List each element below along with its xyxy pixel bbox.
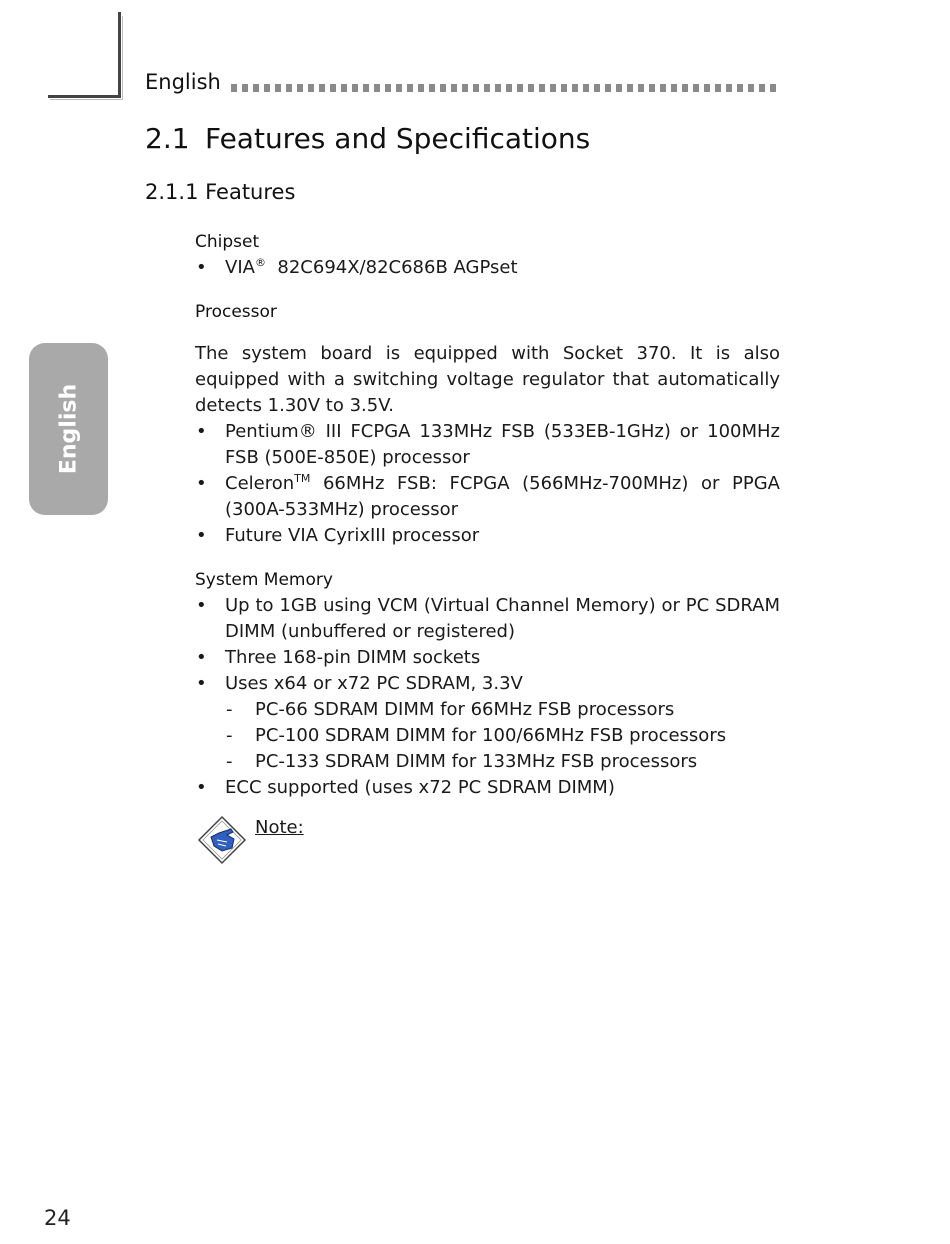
processor-paragraph: The system board is equipped with Socket 370. It is also equipped with a switching voltage regulator that automatically detects 1.30V to 3.5V. bbox=[195, 343, 780, 416]
corner-mark-vertical-shadow bbox=[122, 16, 123, 100]
celeron-details: 66MHz FSB: FCPGA (566MHz-700MHz) or PPGA (300A-533MHz) processor bbox=[225, 473, 780, 520]
note-label: Note: bbox=[255, 817, 304, 838]
memory-list bbox=[195, 593, 780, 801]
memory-sub-item: - PC-66 SDRAM DIMM for 66MHz FSB processors bbox=[225, 697, 780, 723]
memory-heading: System Memory bbox=[195, 570, 333, 590]
note-block bbox=[195, 815, 780, 867]
corner-mark-horizontal bbox=[48, 95, 121, 98]
side-tab-label: English bbox=[56, 383, 81, 475]
memory-sub-item: - PC-100 SDRAM DIMM for 100/66MHz FSB processors bbox=[225, 723, 780, 749]
section-number: 2.1 bbox=[145, 122, 190, 155]
memory-sub-item: - PC-133 SDRAM DIMM for 133MHz FSB processors bbox=[225, 749, 780, 775]
processor-item-cyrix: • Future VIA CyrixIII processor bbox=[195, 523, 780, 549]
side-language-tab bbox=[29, 343, 108, 515]
note-hand-icon bbox=[197, 815, 247, 865]
header-language-label: English bbox=[145, 70, 221, 94]
memory-item: • ECC supported (uses x72 PC SDRAM DIMM) bbox=[195, 775, 780, 801]
chipset-item bbox=[195, 255, 780, 281]
chipset-brand: VIA bbox=[225, 257, 255, 278]
memory-item: • Three 168-pin DIMM sockets bbox=[195, 645, 780, 671]
section-title: Features and Specifications bbox=[205, 122, 591, 155]
corner-mark-vertical bbox=[118, 12, 121, 98]
chipset-list bbox=[195, 255, 780, 281]
chipset-model: 82C694X/82C686B AGPset bbox=[277, 257, 518, 278]
processor-heading: Processor bbox=[195, 302, 277, 322]
subsection-heading: 2.1.1 Features bbox=[145, 180, 296, 204]
memory-item bbox=[195, 671, 780, 775]
page-content bbox=[195, 229, 780, 867]
header-dotted-rule bbox=[231, 84, 779, 92]
celeron-brand: Celeron bbox=[225, 473, 295, 494]
page-number: 24 bbox=[44, 1206, 71, 1230]
processor-item-celeron bbox=[195, 471, 780, 523]
corner-mark-horizontal-shadow bbox=[50, 99, 122, 100]
memory-sub-list bbox=[225, 697, 780, 775]
memory-item-text: Uses x64 or x72 PC SDRAM, 3.3V bbox=[225, 673, 523, 694]
registered-mark: ® bbox=[254, 256, 266, 269]
section-heading bbox=[145, 122, 590, 155]
chipset-heading: Chipset bbox=[195, 232, 260, 252]
trademark-mark: TM bbox=[294, 472, 311, 485]
processor-list bbox=[195, 419, 780, 549]
memory-item: • Up to 1GB using VCM (Virtual Channel Memory) or PC SDRAM DIMM (unbuffered or registered) bbox=[195, 593, 780, 645]
processor-item-pentium: • Pentium® III FCPGA 133MHz FSB (533EB-1GHz) or 100MHz FSB (500E-850E) processor bbox=[195, 419, 780, 471]
